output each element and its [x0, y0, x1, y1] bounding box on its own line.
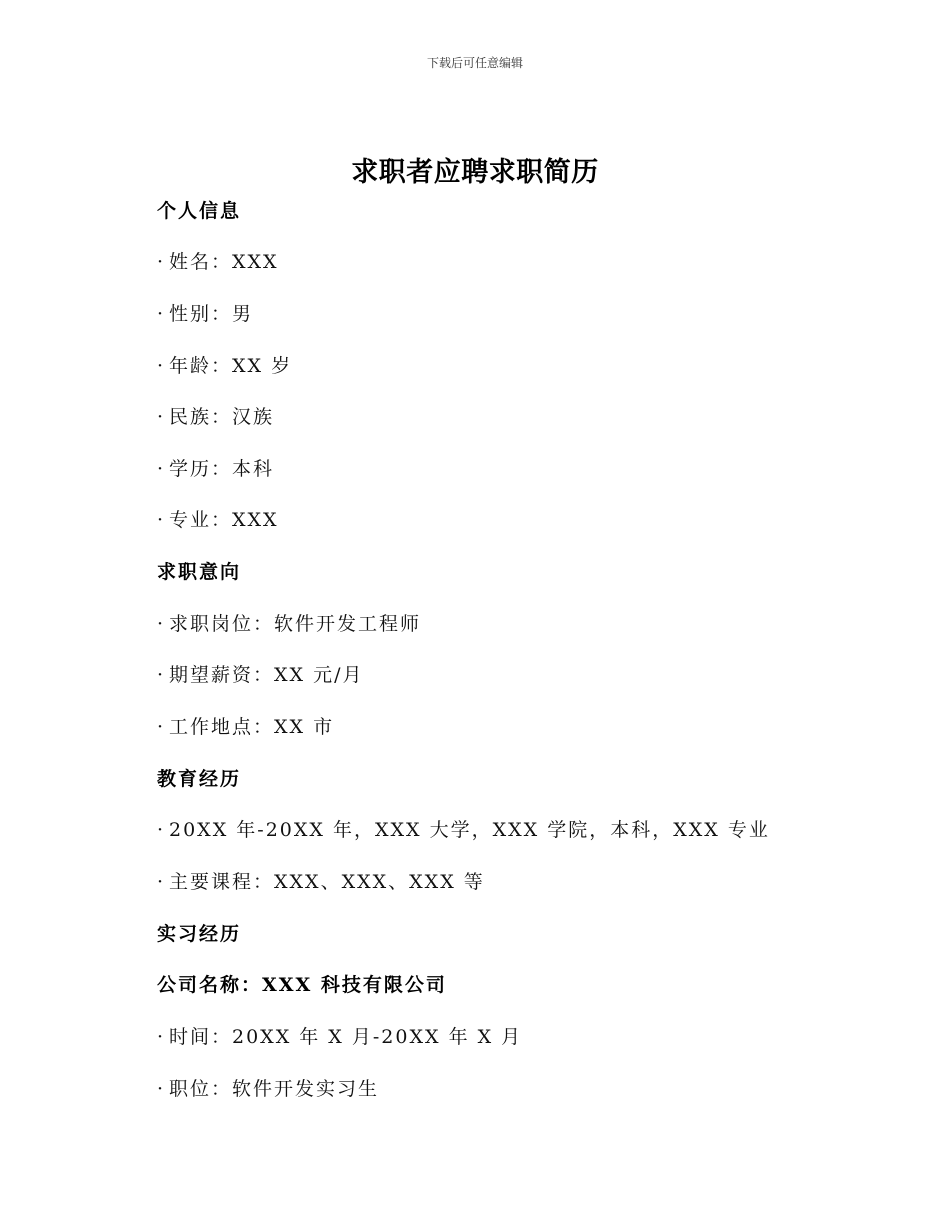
list-item-text: 20XX 年-20XX 年，XXX 大学，XXX 学院，本科，XXX 专业	[169, 819, 770, 841]
list-item-text: 学历：本科	[169, 458, 275, 480]
list-item-text: 时间：20XX 年 X 月-20XX 年 X 月	[169, 1026, 523, 1048]
list-item-name	[157, 250, 279, 274]
list-item-courses	[157, 870, 485, 894]
list-item-text: 主要课程：XXX、XXX、XXX 等	[169, 871, 485, 893]
list-item-text: 期望薪资：XX 元/月	[169, 664, 364, 686]
document-title: 求职者应聘求职简历	[351, 157, 599, 188]
bullet: ·	[157, 509, 166, 531]
bullet: ·	[157, 1078, 166, 1100]
list-item-position	[157, 612, 421, 636]
section-heading-internship: 实习经历	[157, 923, 242, 945]
list-item-text: 姓名：XXX	[169, 251, 279, 273]
list-item-gender	[157, 302, 253, 326]
list-item-role	[157, 1077, 379, 1101]
bullet: ·	[157, 613, 166, 635]
section-heading-personal: 个人信息	[157, 200, 242, 222]
section-heading-intention: 求职意向	[157, 561, 242, 583]
list-item-text: 工作地点：XX 市	[169, 716, 335, 738]
bullet: ·	[157, 406, 166, 428]
list-item-ethnicity	[157, 405, 274, 429]
list-item-text: 求职岗位：软件开发工程师	[169, 613, 422, 635]
list-item-major	[157, 508, 279, 532]
bullet: ·	[157, 716, 166, 738]
list-item-text: 职位：软件开发实习生	[169, 1078, 380, 1100]
bullet: ·	[157, 819, 166, 841]
bullet: ·	[157, 664, 166, 686]
list-item-text: 性别：男	[169, 303, 254, 325]
list-item-degree	[157, 457, 274, 481]
list-item-text: 专业：XXX	[169, 509, 279, 531]
list-item-text: 年龄：XX 岁	[169, 355, 293, 377]
bullet: ·	[157, 303, 166, 325]
list-item-period	[157, 1025, 522, 1049]
company-name: 公司名称：XXX 科技有限公司	[157, 974, 447, 996]
bullet: ·	[157, 458, 166, 480]
bullet: ·	[157, 871, 166, 893]
header-note: 下载后可任意编辑	[426, 56, 523, 70]
list-item-age	[157, 354, 292, 378]
section-heading-education: 教育经历	[157, 768, 242, 790]
bullet: ·	[157, 355, 166, 377]
list-item-text: 民族：汉族	[169, 406, 275, 428]
bullet: ·	[157, 1026, 166, 1048]
bullet: ·	[157, 251, 166, 273]
list-item-location	[157, 715, 334, 739]
list-item-school	[157, 818, 770, 842]
list-item-salary	[157, 663, 364, 687]
